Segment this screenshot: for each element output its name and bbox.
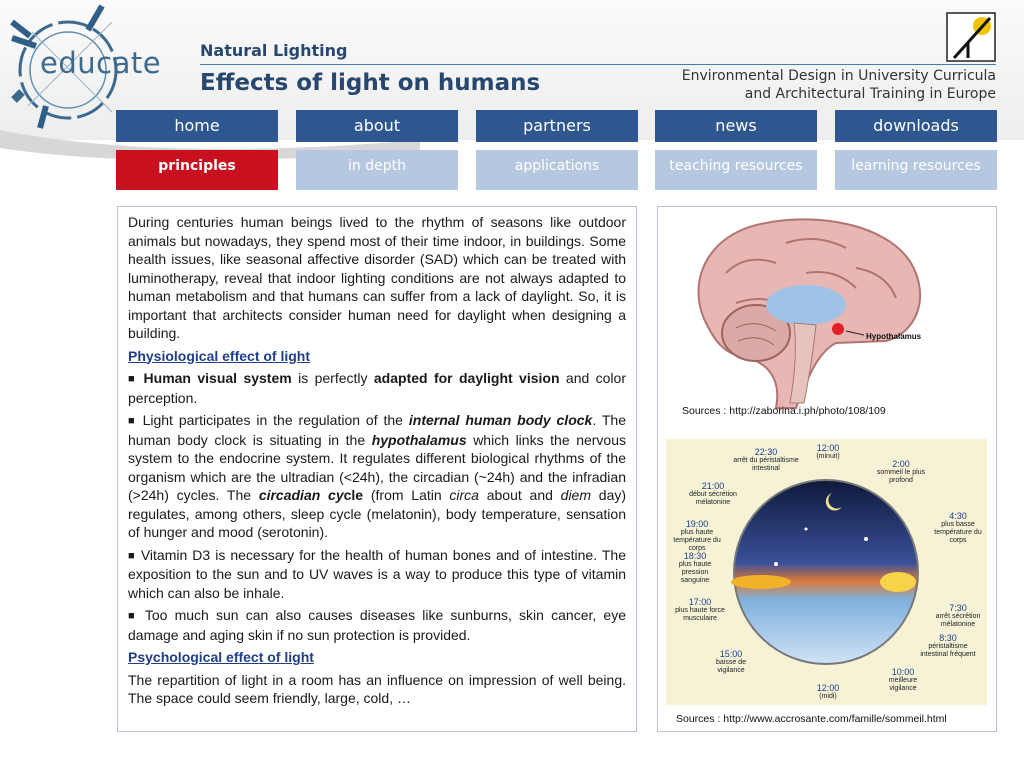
clock-caption: Sources : http://www.accrosante.com/famille/sommeil.html [676,713,947,725]
header-divider [200,64,996,65]
subnav-applications[interactable]: applications [476,150,638,190]
subnav-learning-resources[interactable]: learning resources [835,150,997,190]
logo-text: educate [40,46,162,80]
clock-label-1500: 15:00 baisse de vigilance [716,649,746,674]
intro-paragraph: During centuries human beings lived to the rhythm of seasons like outdoor animals but nowadays, they spend most of their time indoor, in buildings. Some health issues, like seasonal affective disorder (SAD) which can be treated with luminotherapy, reveal that indoor lighting conditions are not always adapted to human metabolism and that humans can suffer from a lack of daylight. So, it is important that architects consider human need for daylight when designing a building. [128,214,626,341]
org-logo [946,12,996,62]
hypothalamus-label: Hypothalamus [866,332,922,341]
brain-diagram [686,213,934,409]
clock-label-1830: 18:30 plus haute pression sanguine [678,551,712,584]
bullet-icon: ■ [128,415,137,427]
bullet-icon: ■ [128,549,136,562]
bullet-body-clock: ■ Light participates in the regulation of the internal human body clock. The human body clock is situating in the hypothalamus which links the nervous system to the endocrine system. It regulates different biological rhythms of the organism which are the ultradian (<24h), the circadian (~24h) and the infradian (>24h) cycles. The circadian cycle (from Latin circa about and diem day) regulates, among others, sleep cycle (melatonin), body temperature, sensation of hunger and mood (serotonin). [128,412,627,540]
clock-label-0200: 2:00 sommeil le plus profond [876,459,926,484]
subnav-principles[interactable]: principles [116,150,278,190]
bullet-icon: ■ [128,373,138,385]
subnav-teaching-resources[interactable]: teaching resources [655,150,817,190]
bullet-vitamin-d3: ■ Vitamin D3 is necessary for the health of human bones and of intestine. The exposition to the sun and to UV waves is a way to produce this type of vitamin which can also be inhale. [128,546,626,601]
clock-label-2100: 21:00 début sécrétion mélatonine [689,481,737,506]
page-title: Effects of light on humans [200,70,541,96]
circadian-clock-figure [666,439,987,705]
org-name-line1: Environmental Design in University Curricula [681,68,996,84]
nav-home[interactable]: home [116,110,278,142]
bullet-visual-system: ■ Human visual system is perfectly adapted for daylight vision and color perception. [128,370,626,406]
clock-label-0830: 8:30 péristaltisme intestinal fréquent [920,633,976,658]
nav-about[interactable]: about [296,110,458,142]
page-subtitle: Natural Lighting [200,41,348,60]
heading-physiological: Physiological effect of light [128,347,311,364]
clock-label-noon: 12:00 (midi) [816,683,840,700]
brain-caption: Sources : http://zaborina.i.ph/photo/108/109 [682,405,886,417]
heading-psychological: Psychological effect of light [128,649,314,665]
clock-label-0730: 7:30 arrêt sécrétion mélatonine [935,603,981,628]
bullet-too-much-sun: ■ Too much sun can also causes diseases like sunburns, skin cancer, eye damage and aging skin if no sun protection is provided. [128,607,626,643]
nav-partners[interactable]: partners [476,110,638,142]
bullet-icon: ■ [128,610,138,622]
subnav-in-depth[interactable]: in depth [296,150,458,190]
image-panel [657,206,997,732]
clock-label-2230: 22:30 arrêt du péristaltisme intestinal [733,447,799,472]
clock-label-1700: 17:00 plus haute force musculaire [675,597,725,622]
clock-label-1900: 19:00 plus haute température du corps [673,519,721,552]
org-name-line2: and Architectural Training in Europe [744,86,996,102]
org-name [682,67,996,103]
article-panel [117,206,637,732]
outro-paragraph: The repartition of light in a room has an influence on impression of well being. The space could seem friendly, large, cold, … [128,671,626,706]
clock-label-0430: 4:30 plus basse température du corps [934,511,982,544]
clock-label-midnight: 12:00 (minuit) [816,443,840,460]
nav-downloads[interactable]: downloads [835,110,997,142]
clock-label-1000: 10:00 meilleure vigilance [888,667,918,692]
nav-news[interactable]: news [655,110,817,142]
